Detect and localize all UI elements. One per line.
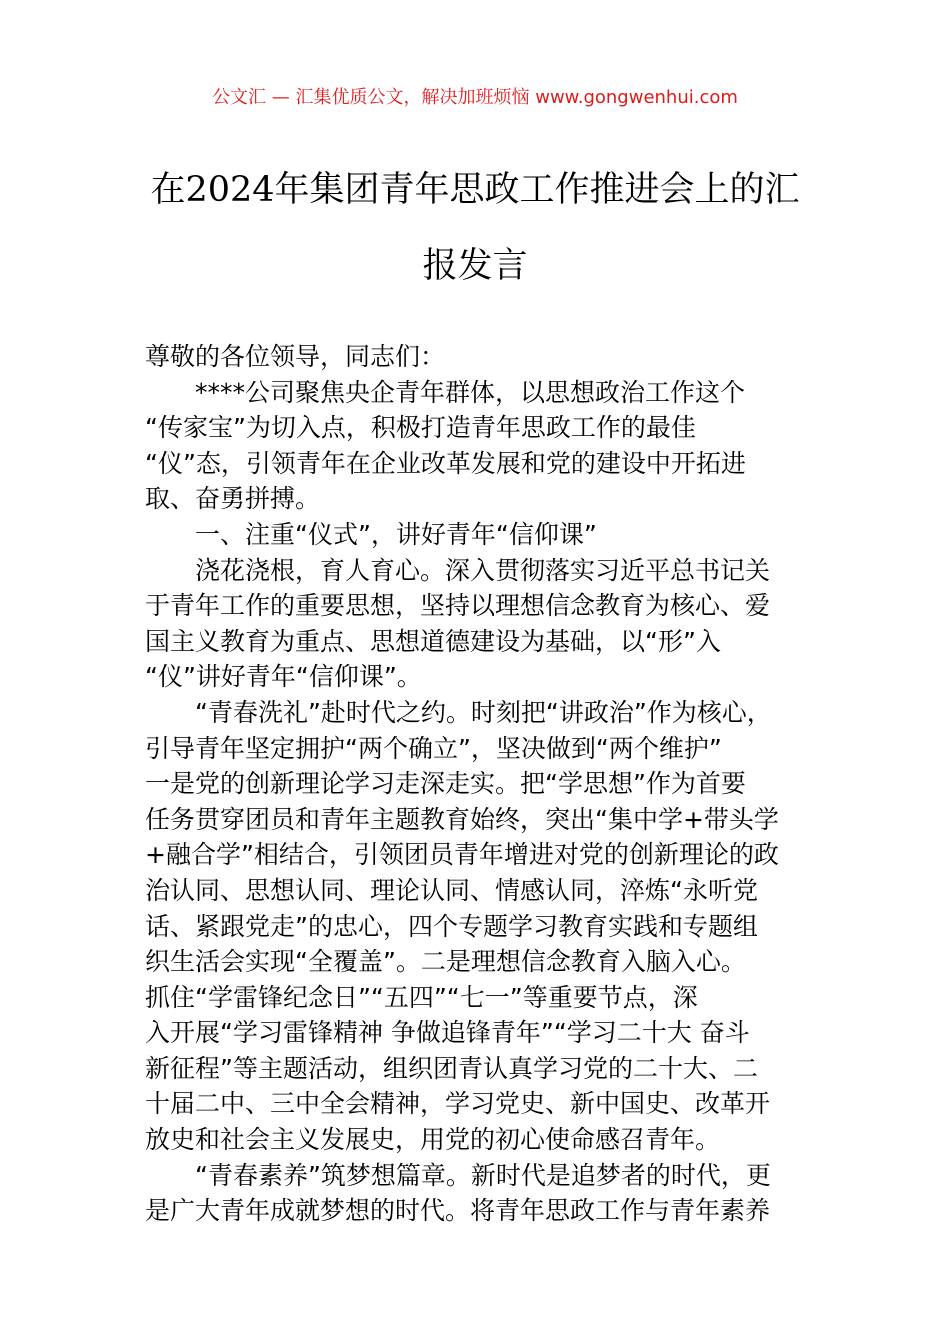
body-line: 于青年工作的重要思想，坚持以理想信念教育为核心、爱 xyxy=(145,591,771,621)
salutation: 尊敬的各位领导，同志们： xyxy=(145,342,446,371)
body-line: “传家宝”为切入点，积极打造青年思政工作的最佳 xyxy=(145,413,696,443)
body-line: 话、紧跟党走”的忠心，四个专题学习教育实践和专题组 xyxy=(145,911,758,941)
header-banner[interactable]: 公文汇 — 汇集优质公文，解决加班烦恼 www.gongwenhui.com xyxy=(212,87,738,108)
body-line: “青春洗礼”赴时代之约。时刻把“讲政治”作为核心， xyxy=(195,697,772,727)
body-line: “仪”态，引领青年在企业改革发展和党的建设中开拓进 xyxy=(145,448,746,478)
body-line: 新征程”等主题活动，组织团青认真学习党的二十大、二 xyxy=(145,1053,758,1083)
document-title xyxy=(130,152,820,304)
body-line: 是广大青年成就梦想的时代。将青年思政工作与青年素养 xyxy=(145,1196,771,1226)
body-line: 治认同、思想认同、理论认同、情感认同，淬炼“永听党 xyxy=(145,875,758,905)
body-line: 入开展“学习雷锋精神 争做追锋青年”“学习二十大 奋斗 xyxy=(145,1018,750,1048)
title-line-1: 在2024年集团青年思政工作推进会上的汇 xyxy=(150,170,800,210)
body-line: “仪”讲好青年“信仰课”。 xyxy=(145,662,422,692)
body-line: 任务贯穿团员和青年主题教育始终，突出“集中学+带头学 xyxy=(145,804,779,834)
document-body xyxy=(145,339,835,1229)
section-heading: 一、注重“仪式”，讲好青年“信仰课” xyxy=(195,519,597,549)
body-line: 浇花浇根，育人育心。深入贯彻落实习近平总书记关 xyxy=(195,555,771,585)
body-line: 国主义教育为重点、思想道德建设为基础，以“形”入 xyxy=(145,626,721,656)
body-line: 一是党的创新理论学习走深走实。把“学思想”作为首要 xyxy=(145,769,746,799)
body-line: 抓住“学雷锋纪念日”“五四”“七一”等重要节点，深 xyxy=(145,982,698,1012)
body-line: ****公司聚焦央企青年群体，以思想政治工作这个 xyxy=(195,377,746,407)
body-line: 放史和社会主义发展史，用党的初心使命感召青年。 xyxy=(145,1125,721,1155)
body-line: “青春素养”筑梦想篇章。新时代是追梦者的时代，更 xyxy=(195,1160,771,1190)
body-line: +融合学”相结合，引领团员青年增进对党的创新理论的政 xyxy=(145,840,779,870)
body-line: 十届二中、三中全会精神，学习党史、新中国史、改革开 xyxy=(145,1089,771,1119)
body-line: 引导青年坚定拥护“两个确立”，坚决做到“两个维护” xyxy=(145,733,722,763)
body-line: 取、奋勇拼搏。 xyxy=(145,484,321,514)
title-line-2: 报发言 xyxy=(422,246,528,286)
body-line: 织生活会实现“全覆盖”。二是理想信念教育入脑入心。 xyxy=(145,947,746,977)
